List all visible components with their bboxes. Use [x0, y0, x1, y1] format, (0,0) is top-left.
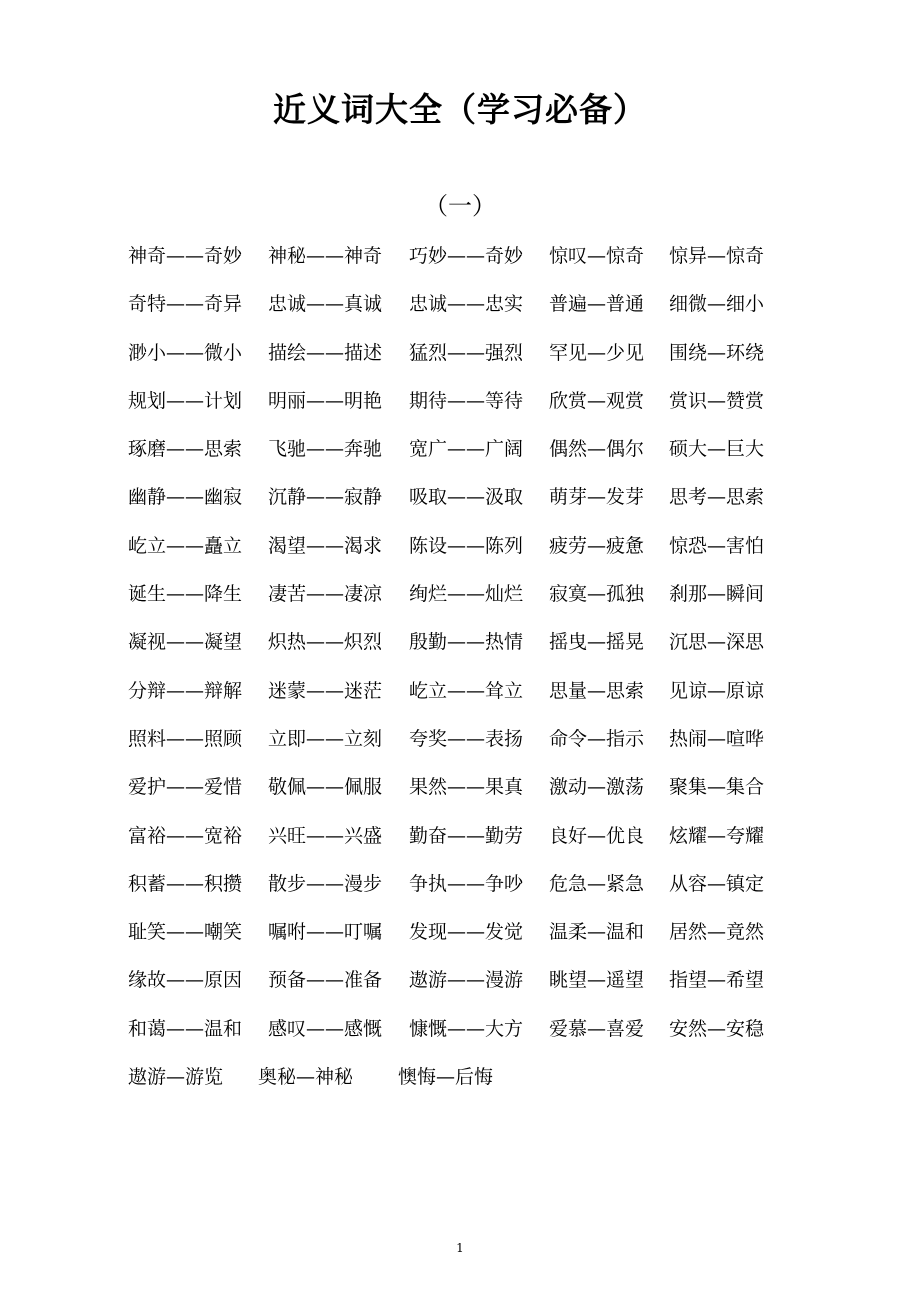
synonym-pair: 萌芽—发芽 [549, 486, 645, 509]
synonym-pair: 吸取——汲取 [409, 486, 524, 509]
synonym-pair: 沉思—深思 [669, 631, 765, 654]
synonym-pair: 居然—竟然 [669, 921, 765, 944]
synonym-pair: 命令—指示 [549, 727, 645, 750]
section-heading [0, 188, 920, 224]
synonym-pair: 积蓄——积攒 [128, 872, 243, 895]
synonym-pair: 预备——准备 [268, 969, 383, 992]
synonym-pair: 从容—镇定 [669, 872, 765, 895]
synonym-pair: 见谅—原谅 [669, 679, 765, 702]
synonym-pair: 奥秘—神秘 [258, 1066, 354, 1089]
synonym-row [128, 240, 798, 288]
synonym-pair: 遨游—游览 [128, 1066, 224, 1089]
synonym-pair: 懊悔—后悔 [398, 1066, 494, 1089]
synonym-pair: 渴望——渴求 [268, 534, 383, 557]
synonym-pair: 兴旺——兴盛 [268, 824, 383, 847]
synonym-pair: 寂寞—孤独 [549, 583, 645, 606]
synonym-pair: 勤奋——勤劳 [409, 824, 524, 847]
synonym-pair: 惊恐—害怕 [669, 534, 765, 557]
synonym-pair: 果然——果真 [409, 776, 524, 799]
synonym-pair: 摇曳—摇晃 [549, 631, 645, 654]
page-title: 近义词大全（学习必备） [273, 90, 647, 129]
synonym-pair: 眺望—遥望 [549, 969, 645, 992]
synonym-row [128, 385, 798, 433]
synonym-pair: 照料——照顾 [128, 727, 243, 750]
synonym-pair: 争执——争吵 [409, 872, 524, 895]
synonym-pair: 炫耀—夸耀 [669, 824, 765, 847]
synonym-pair: 立即——立刻 [268, 727, 383, 750]
synonym-pair: 偶然—偶尔 [549, 438, 645, 461]
synonym-pair: 分辩——辩解 [128, 679, 243, 702]
synonym-pair: 陈设——陈列 [409, 534, 524, 557]
synonym-pair: 渺小——微小 [128, 341, 243, 364]
synonym-pair: 慷慨——大方 [409, 1017, 524, 1040]
synonym-pair: 细微—细小 [669, 293, 765, 316]
synonym-pair: 感叹——感慨 [268, 1017, 383, 1040]
synonym-pair: 殷勤——热情 [409, 631, 524, 654]
synonym-pair: 规划——计划 [128, 389, 243, 412]
synonym-pair: 凄苦——凄凉 [268, 583, 383, 606]
synonym-row [128, 481, 798, 529]
synonym-pair: 敬佩——佩服 [268, 776, 383, 799]
synonym-row [128, 337, 798, 385]
synonym-pair: 激动—激荡 [549, 776, 645, 799]
synonym-pair: 巧妙——奇妙 [409, 245, 524, 267]
synonym-pair: 缘故——原因 [128, 969, 243, 992]
synonym-row [128, 868, 798, 916]
synonym-pair: 宽广——广阔 [409, 438, 524, 461]
synonym-pair: 忠诚——忠实 [409, 293, 524, 316]
synonym-pair: 嘱咐——叮嘱 [268, 921, 383, 944]
synonym-pair: 安然—安稳 [669, 1017, 765, 1040]
synonym-pair: 赏识—赞赏 [669, 389, 765, 412]
synonym-pair: 良好—优良 [549, 824, 645, 847]
synonym-pair: 期待——等待 [409, 389, 524, 412]
synonym-pair: 猛烈——强烈 [409, 341, 524, 364]
synonym-pair: 发现——发觉 [409, 921, 524, 944]
synonym-pair: 奇特——奇异 [128, 293, 243, 316]
synonym-pair: 疲劳—疲惫 [549, 534, 645, 557]
synonym-pair: 爱慕—喜爱 [549, 1017, 645, 1040]
synonym-list [128, 240, 798, 1109]
synonym-row [128, 820, 798, 868]
synonym-pair: 诞生——降生 [128, 583, 243, 606]
synonym-row [128, 433, 798, 481]
synonym-pair: 欣赏—观赏 [549, 389, 645, 412]
synonym-pair: 炽热——炽烈 [268, 631, 383, 654]
synonym-pair: 罕见—少见 [549, 341, 645, 364]
synonym-row [128, 626, 798, 674]
synonym-pair: 散步——漫步 [268, 872, 383, 895]
section-heading-text: （一） [424, 192, 496, 220]
synonym-row [128, 723, 798, 771]
synonym-pair: 围绕—环绕 [669, 341, 765, 364]
synonym-pair: 危急—紧急 [549, 872, 645, 895]
page-number: 1 [456, 1241, 464, 1255]
synonym-pair: 刹那—瞬间 [669, 583, 765, 606]
synonym-pair: 明丽——明艳 [268, 389, 383, 412]
synonym-pair: 指望—希望 [669, 969, 765, 992]
synonym-row [128, 675, 798, 723]
synonym-pair: 绚烂——灿烂 [409, 583, 524, 606]
synonym-row [128, 1013, 798, 1061]
synonym-pair: 忠诚——真诚 [268, 293, 383, 316]
synonym-pair: 琢磨——思索 [128, 438, 243, 461]
synonym-row [128, 964, 798, 1012]
synonym-pair: 飞驰——奔驰 [268, 438, 383, 461]
synonym-pair: 描绘——描述 [268, 341, 383, 364]
synonym-pair: 思量—思索 [549, 679, 645, 702]
synonym-pair: 幽静——幽寂 [128, 486, 243, 509]
synonym-pair: 惊叹—惊奇 [549, 245, 645, 267]
synonym-pair: 耻笑——嘲笑 [128, 921, 243, 944]
synonym-pair: 硕大—巨大 [669, 438, 765, 461]
synonym-row [128, 288, 798, 336]
synonym-row-last [128, 1061, 798, 1109]
synonym-pair: 神秘——神奇 [268, 245, 383, 267]
synonym-pair: 聚集—集合 [669, 776, 765, 799]
synonym-pair: 热闹—喧哗 [669, 727, 765, 750]
synonym-row [128, 578, 798, 626]
synonym-pair: 爱护——爱惜 [128, 776, 243, 799]
synonym-pair: 思考—思索 [669, 486, 765, 509]
synonym-pair: 屹立——耸立 [409, 679, 524, 702]
synonym-pair: 沉静——寂静 [268, 486, 383, 509]
synonym-pair: 惊异—惊奇 [669, 245, 765, 267]
synonym-pair: 普遍—普通 [549, 293, 645, 316]
synonym-pair: 遨游——漫游 [409, 969, 524, 992]
synonym-row [128, 530, 798, 578]
synonym-pair: 富裕——宽裕 [128, 824, 243, 847]
synonym-row [128, 916, 798, 964]
synonym-pair: 迷蒙——迷茫 [268, 679, 383, 702]
synonym-pair: 屹立——矗立 [128, 534, 243, 557]
synonym-pair: 夸奖——表扬 [409, 727, 524, 750]
synonym-pair: 神奇——奇妙 [128, 245, 243, 267]
synonym-pair: 温柔—温和 [549, 921, 645, 944]
synonym-row [128, 771, 798, 819]
synonym-pair: 和蔼——温和 [128, 1017, 243, 1040]
synonym-pair: 凝视——凝望 [128, 631, 243, 654]
